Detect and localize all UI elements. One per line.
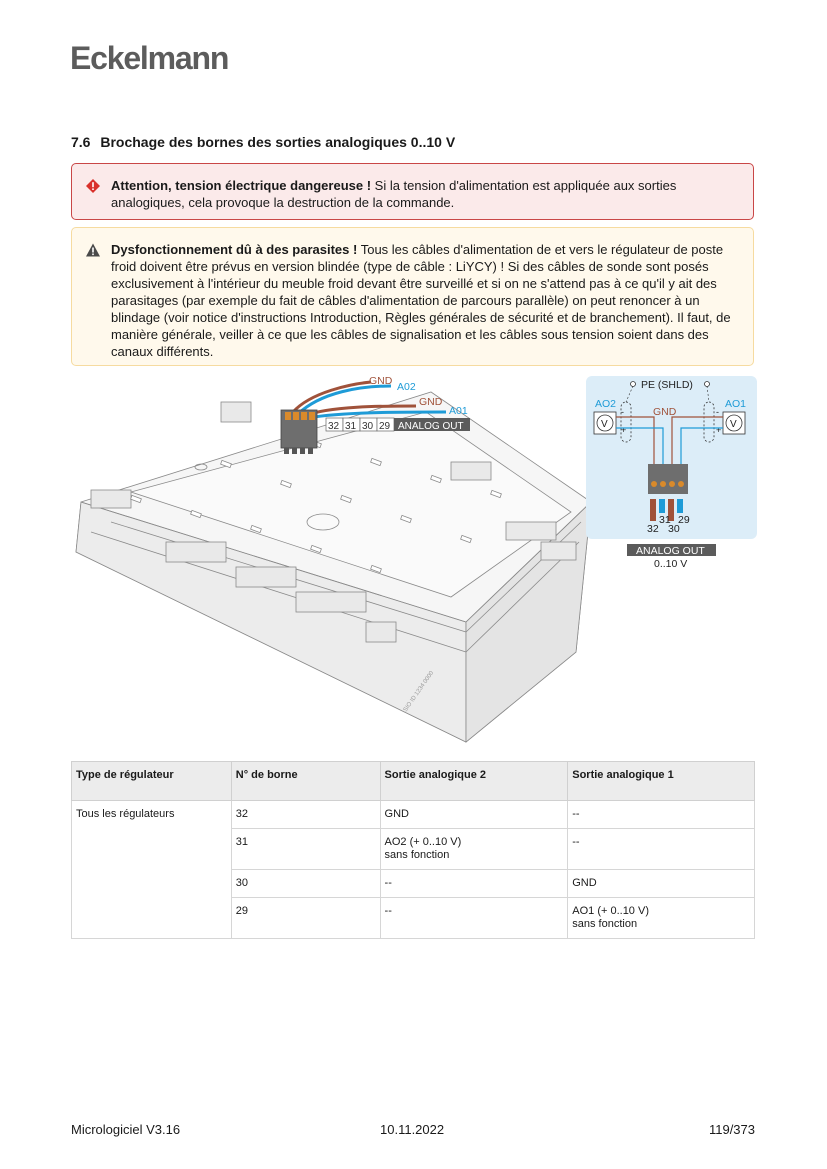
- ao2-cell: [380, 829, 568, 870]
- ao2-cell: GND: [380, 801, 568, 829]
- company-logo: Eckelmann: [70, 40, 229, 76]
- pin-cell: 30: [231, 870, 380, 898]
- ao1-cell: --: [568, 829, 755, 870]
- danger-diamond-icon: [85, 178, 101, 194]
- pin-cell: 31: [231, 829, 380, 870]
- danger-notice: [71, 163, 754, 220]
- pin-cell: 29: [231, 898, 380, 939]
- warning-notice-text: [111, 241, 739, 360]
- schematic-range: 0..10 V: [654, 558, 688, 570]
- ao1-cell: GND: [568, 870, 755, 898]
- analog-out-banner: ANALOG OUT: [398, 421, 464, 432]
- label-gnd-mid: GND: [419, 396, 443, 408]
- warning-notice: [71, 227, 754, 366]
- danger-notice-title: Attention, tension électrique dangereuse !: [111, 178, 372, 193]
- controller-drawing: [76, 392, 591, 742]
- schematic-terminal-30: 30: [668, 523, 680, 535]
- schematic-ao1-label: AO1: [725, 398, 747, 410]
- ao1-note: sans fonction: [572, 918, 638, 930]
- terminal-strip: [326, 418, 470, 432]
- ao1-cell: [568, 898, 755, 939]
- ao2-cell: --: [380, 870, 568, 898]
- footer-software-version: Micrologiciel V3.16: [71, 1122, 181, 1137]
- ao2-cell: --: [380, 898, 568, 939]
- danger-notice-body: Si la tension d'alimentation est appliquée aux sorties analogiques, cela provoque la destruction de la commande.: [111, 178, 677, 210]
- wiring-figure: [71, 372, 757, 752]
- pinout-table: [71, 761, 755, 939]
- ao2-minus-sign: -: [621, 407, 624, 417]
- ao2-value: AO2 (+ 0..10 V): [384, 836, 462, 848]
- label-ao2-top: A02: [397, 381, 416, 393]
- footer-date: 10.11.2022: [380, 1122, 445, 1137]
- schematic-terminal-29: 29: [678, 514, 690, 526]
- controller-group-cell: Tous les régulateurs: [72, 801, 232, 939]
- ao2-note: sans fonction: [384, 849, 450, 861]
- terminal-29: 29: [379, 421, 391, 432]
- terminal-31: 31: [345, 421, 357, 432]
- header-analog-output-1: Sortie analogique 1: [568, 762, 755, 801]
- terminal-30: 30: [362, 421, 374, 432]
- label-ao1-top: A01: [449, 405, 468, 417]
- section-heading: [71, 134, 455, 150]
- warning-notice-title: Dysfonctionnement dû à des parasites !: [111, 242, 358, 257]
- schematic-gnd-label: GND: [653, 406, 677, 418]
- schematic-terminal-32: 32: [647, 523, 659, 535]
- ao1-cell: --: [568, 801, 755, 829]
- device-marking: SIO ID 1234 0000: [402, 670, 436, 714]
- ao2-plus-sign: +: [621, 425, 627, 435]
- section-title: Brochage des bornes des sorties analogiques 0..10 V: [100, 134, 456, 150]
- footer-page-number: 119/373: [708, 1122, 755, 1137]
- schematic-banner: ANALOG OUT: [636, 545, 705, 557]
- schematic-ao2-label: AO2: [595, 398, 617, 410]
- label-gnd-top: GND: [369, 375, 393, 387]
- warning-notice-body: Tous les câbles d'alimentation de et vers le régulateur de poste froid doivent être prévus en version blindée (type de câble : LiYCY) ! Si des câbles de sonde sont posés exclusivement à l'intérieur du meuble froid devant être surveillé et si on ne s'attend pas à ce qu'il y ait des parasitages (par exemple du fait de câbles d'alimentation de parcours parallèle) on peut renoncer à un blindage (voir notice d'instructions Introduction, Règles générales de sécurité et de branchement). Il faut, de manière générale, veiller à ce que les câbles de signalisation et les câbles sous tension soient dans des canaux différents.: [111, 242, 731, 359]
- pe-shield-label: PE (SHLD): [641, 379, 693, 391]
- header-analog-output-2: Sortie analogique 2: [380, 762, 568, 801]
- table-header-row: [72, 762, 755, 801]
- voltmeter-ao1-symbol: V: [730, 419, 737, 430]
- terminal-32: 32: [328, 421, 340, 432]
- danger-notice-text: [111, 177, 739, 211]
- voltmeter-ao2-symbol: V: [601, 419, 608, 430]
- schematic-terminal-31: 31: [659, 514, 671, 526]
- header-terminal-number: N° de borne: [231, 762, 380, 801]
- table-row: [72, 801, 755, 829]
- ao1-value: AO1 (+ 0..10 V): [572, 905, 649, 917]
- header-controller-type: Type de régulateur: [72, 762, 232, 801]
- ao1-minus-sign: -: [716, 407, 719, 417]
- pin-cell: 32: [231, 801, 380, 829]
- warning-triangle-icon: [85, 242, 101, 258]
- section-number: 7.6: [71, 134, 91, 150]
- wiring-schematic: [586, 376, 757, 539]
- ao1-plus-sign: +: [716, 425, 722, 435]
